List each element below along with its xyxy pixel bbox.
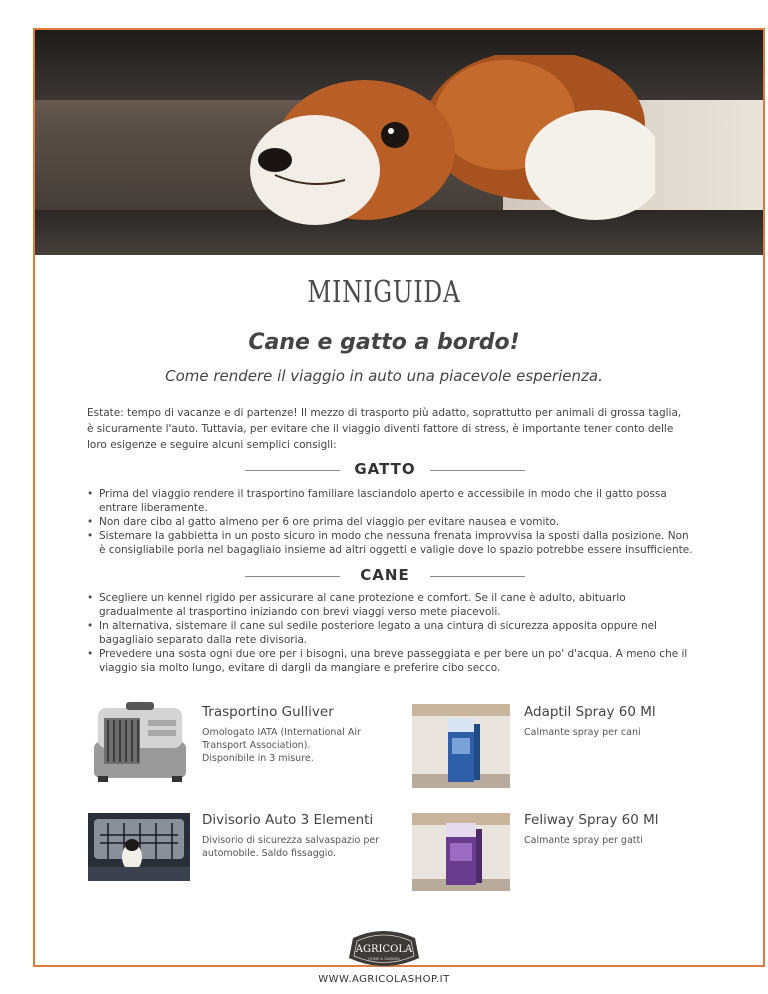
- page-tagline: Come rendere il viaggio in auto una piacevole esperienza.: [165, 367, 603, 385]
- product-name[interactable]: Trasportino Gulliver: [202, 704, 334, 720]
- cane-tips-list: [85, 591, 695, 675]
- product-description: Omologato IATA (International Air Transport Association). Disponibile in 3 misure.: [202, 727, 361, 764]
- product-name[interactable]: Adaptil Spray 60 Ml: [524, 704, 656, 720]
- feliway-spray-image[interactable]: [412, 813, 510, 891]
- agricola-logo[interactable]: [345, 928, 423, 976]
- list-item: • Prima del viaggio rendere il trasportino familiare lasciandolo aperto e accessibile in modo che il gatto possa entrare liberamente.: [85, 487, 695, 515]
- logo-text: AGRICOLA: [355, 944, 413, 955]
- product-name[interactable]: Divisorio Auto 3 Elementi: [202, 812, 374, 828]
- product-card[interactable]: [524, 704, 704, 739]
- product-card[interactable]: [202, 704, 362, 765]
- section-heading-gatto: [245, 460, 525, 482]
- product-description: Calmante spray per cani: [524, 727, 641, 738]
- footer-url[interactable]: WWW.AGRICOLASHOP.IT: [318, 974, 450, 985]
- section-heading-cane: [245, 566, 525, 588]
- car-divider-image[interactable]: [88, 813, 190, 881]
- gatto-tips-list: [85, 487, 695, 557]
- list-item: • Prevedere una sosta ogni due ore per i bisogni, una breve passeggiata e per bere un po' d'acqua. A meno che il viaggio sia molto lungo, evitare di dargli da mangiare e preferire cibo secco.: [85, 647, 695, 675]
- section-heading-label: GATTO: [354, 460, 416, 478]
- section-heading-label: CANE: [360, 566, 410, 584]
- list-item: • Sistemare la gabbietta in un posto sicuro in modo che nessuna frenata improvvisa la sposti dalla posizione. Non è consigliabile porla nel bagagliaio insieme ad altri oggetti e valigie dove lo spazio potrebbe essere insufficiente.: [85, 529, 695, 557]
- logo-subtext: HOME & GARDEN: [368, 957, 400, 961]
- list-item: • Non dare cibo al gatto almeno per 6 ore prima del viaggio per evitare nausea e vomito.: [85, 515, 695, 529]
- hero-image: [35, 30, 763, 255]
- intro-paragraph: Estate: tempo di vacanze e di partenze! Il mezzo di trasporto più adatto, soprattutto per animali di grossa taglia, è sicuramente l'auto. Tuttavia, per evitare che il viaggio diventi fattore di stress, è importante tener conto delle loro esigenze e seguire alcuni semplici consigli:: [87, 407, 682, 451]
- list-item: • Scegliere un kennel rigido per assicurare al cane protezione e comfort. Se il cane è adulto, abituarlo gradualmente al trasportino iniziando con brevi viaggi verso mete piacevoli.: [85, 591, 695, 619]
- page-title: MINIGUIDA: [307, 275, 461, 310]
- product-card[interactable]: [524, 812, 704, 847]
- logo-badge-icon: [345, 928, 423, 972]
- list-item: • In alternativa, sistemare il cane sul sedile posteriore legato a una cintura di sicurezza apposita oppure nel bagagliaio separato dalla rete divisoria.: [85, 619, 695, 647]
- product-description: Calmante spray per gatti: [524, 835, 643, 846]
- product-card[interactable]: [202, 812, 382, 860]
- pet-carrier-image[interactable]: [88, 700, 193, 785]
- adaptil-spray-image[interactable]: [412, 704, 510, 788]
- product-description: Divisorio di sicurezza salvaspazio per automobile. Saldo fissaggio.: [202, 835, 380, 859]
- product-name[interactable]: Feliway Spray 60 Ml: [524, 812, 659, 828]
- dog-in-suitcase-illustration: [235, 55, 655, 235]
- page-subtitle: Cane e gatto a bordo!: [248, 330, 520, 355]
